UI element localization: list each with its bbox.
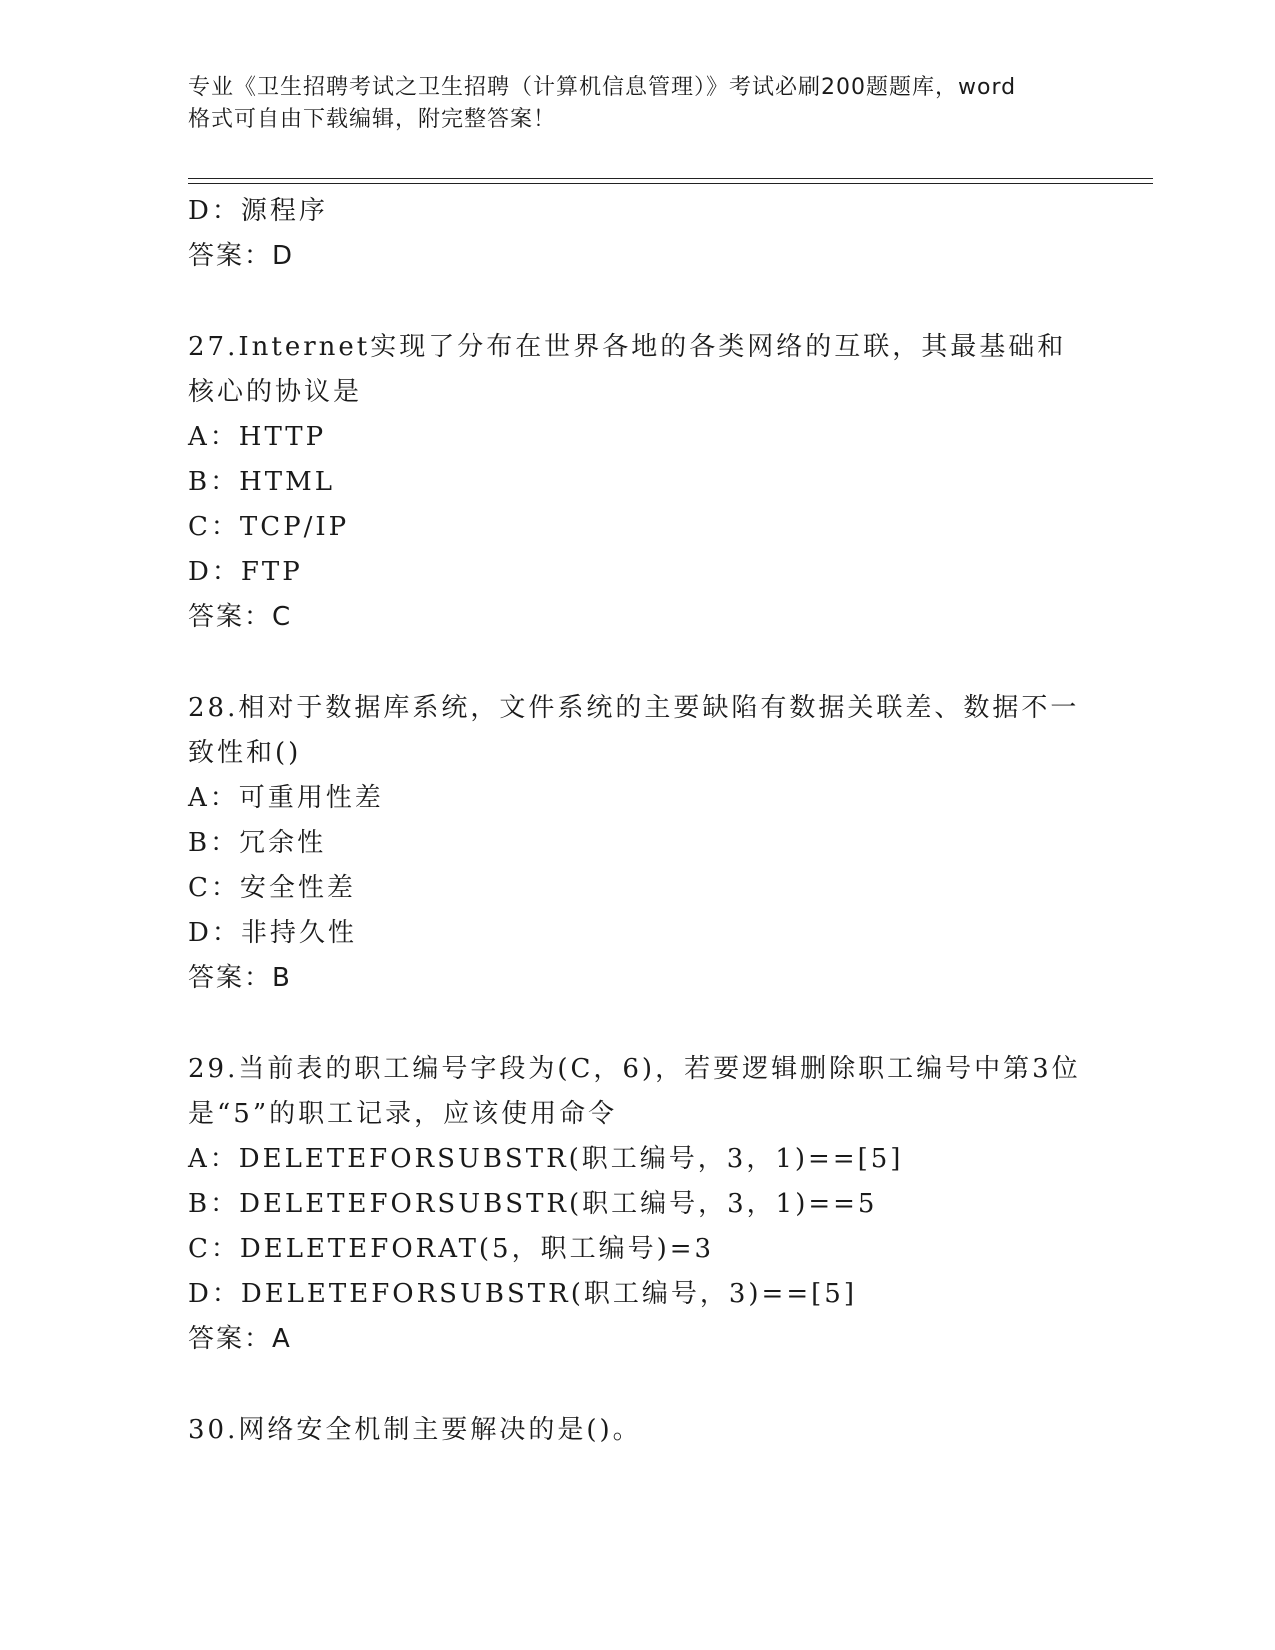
option-c: C：安全性差 xyxy=(188,873,356,903)
question-text: 29.当前表的职工编号字段为(C，6)，若要逻辑删除职工编号中第3位是“5”的职工记录，应该使用命令 xyxy=(188,1054,1081,1129)
header-line-1: 专业《卫生招聘考试之卫生招聘（计算机信息管理）》考试必刷200题题库，word xyxy=(188,75,1017,100)
question-block xyxy=(188,325,1098,640)
option-a: A：DELETEFORSUBSTR(职工编号，3，1)==[5] xyxy=(188,1144,904,1174)
document-body xyxy=(188,189,1098,1453)
answer: 答案：A xyxy=(188,1324,292,1354)
question-block xyxy=(188,686,1098,1001)
option-d: D：非持久性 xyxy=(188,918,357,948)
option-a: A：HTTP xyxy=(188,422,327,452)
option-a: A：可重用性差 xyxy=(188,783,384,813)
question-text: 30.网络安全机制主要解决的是()。 xyxy=(188,1415,642,1445)
spacer xyxy=(188,1362,1098,1408)
header-divider-top xyxy=(188,178,1153,179)
question-text: 27.Internet实现了分布在世界各地的各类网络的互联，其最基础和核心的协议是 xyxy=(188,332,1067,407)
question-block xyxy=(188,1047,1098,1362)
spacer xyxy=(188,279,1098,325)
question-text: 28.相对于数据库系统，文件系统的主要缺陷有数据关联差、数据不一致性和() xyxy=(188,693,1080,768)
header-divider-bottom xyxy=(188,183,1153,184)
option-c: C：DELETEFORAT(5，职工编号)=3 xyxy=(188,1234,715,1264)
question-block xyxy=(188,1408,1098,1453)
spacer xyxy=(188,640,1098,686)
answer: 答案：B xyxy=(188,963,292,993)
document-header xyxy=(188,72,1088,136)
option-b: B：DELETEFORSUBSTR(职工编号，3，1)==5 xyxy=(188,1189,878,1219)
option-b: B：HTML xyxy=(188,467,336,497)
option-b: B：冗余性 xyxy=(188,828,327,858)
previous-answer: 答案：D xyxy=(188,241,295,271)
spacer xyxy=(188,1001,1098,1047)
option-d: D：DELETEFORSUBSTR(职工编号，3)==[5] xyxy=(188,1279,857,1309)
option-c: C：TCP/IP xyxy=(188,512,350,542)
option-d: D：FTP xyxy=(188,557,303,587)
answer: 答案：C xyxy=(188,602,293,632)
header-line-2: 格式可自由下载编辑，附完整答案！ xyxy=(188,107,557,132)
previous-option-d: D：源程序 xyxy=(188,196,328,226)
